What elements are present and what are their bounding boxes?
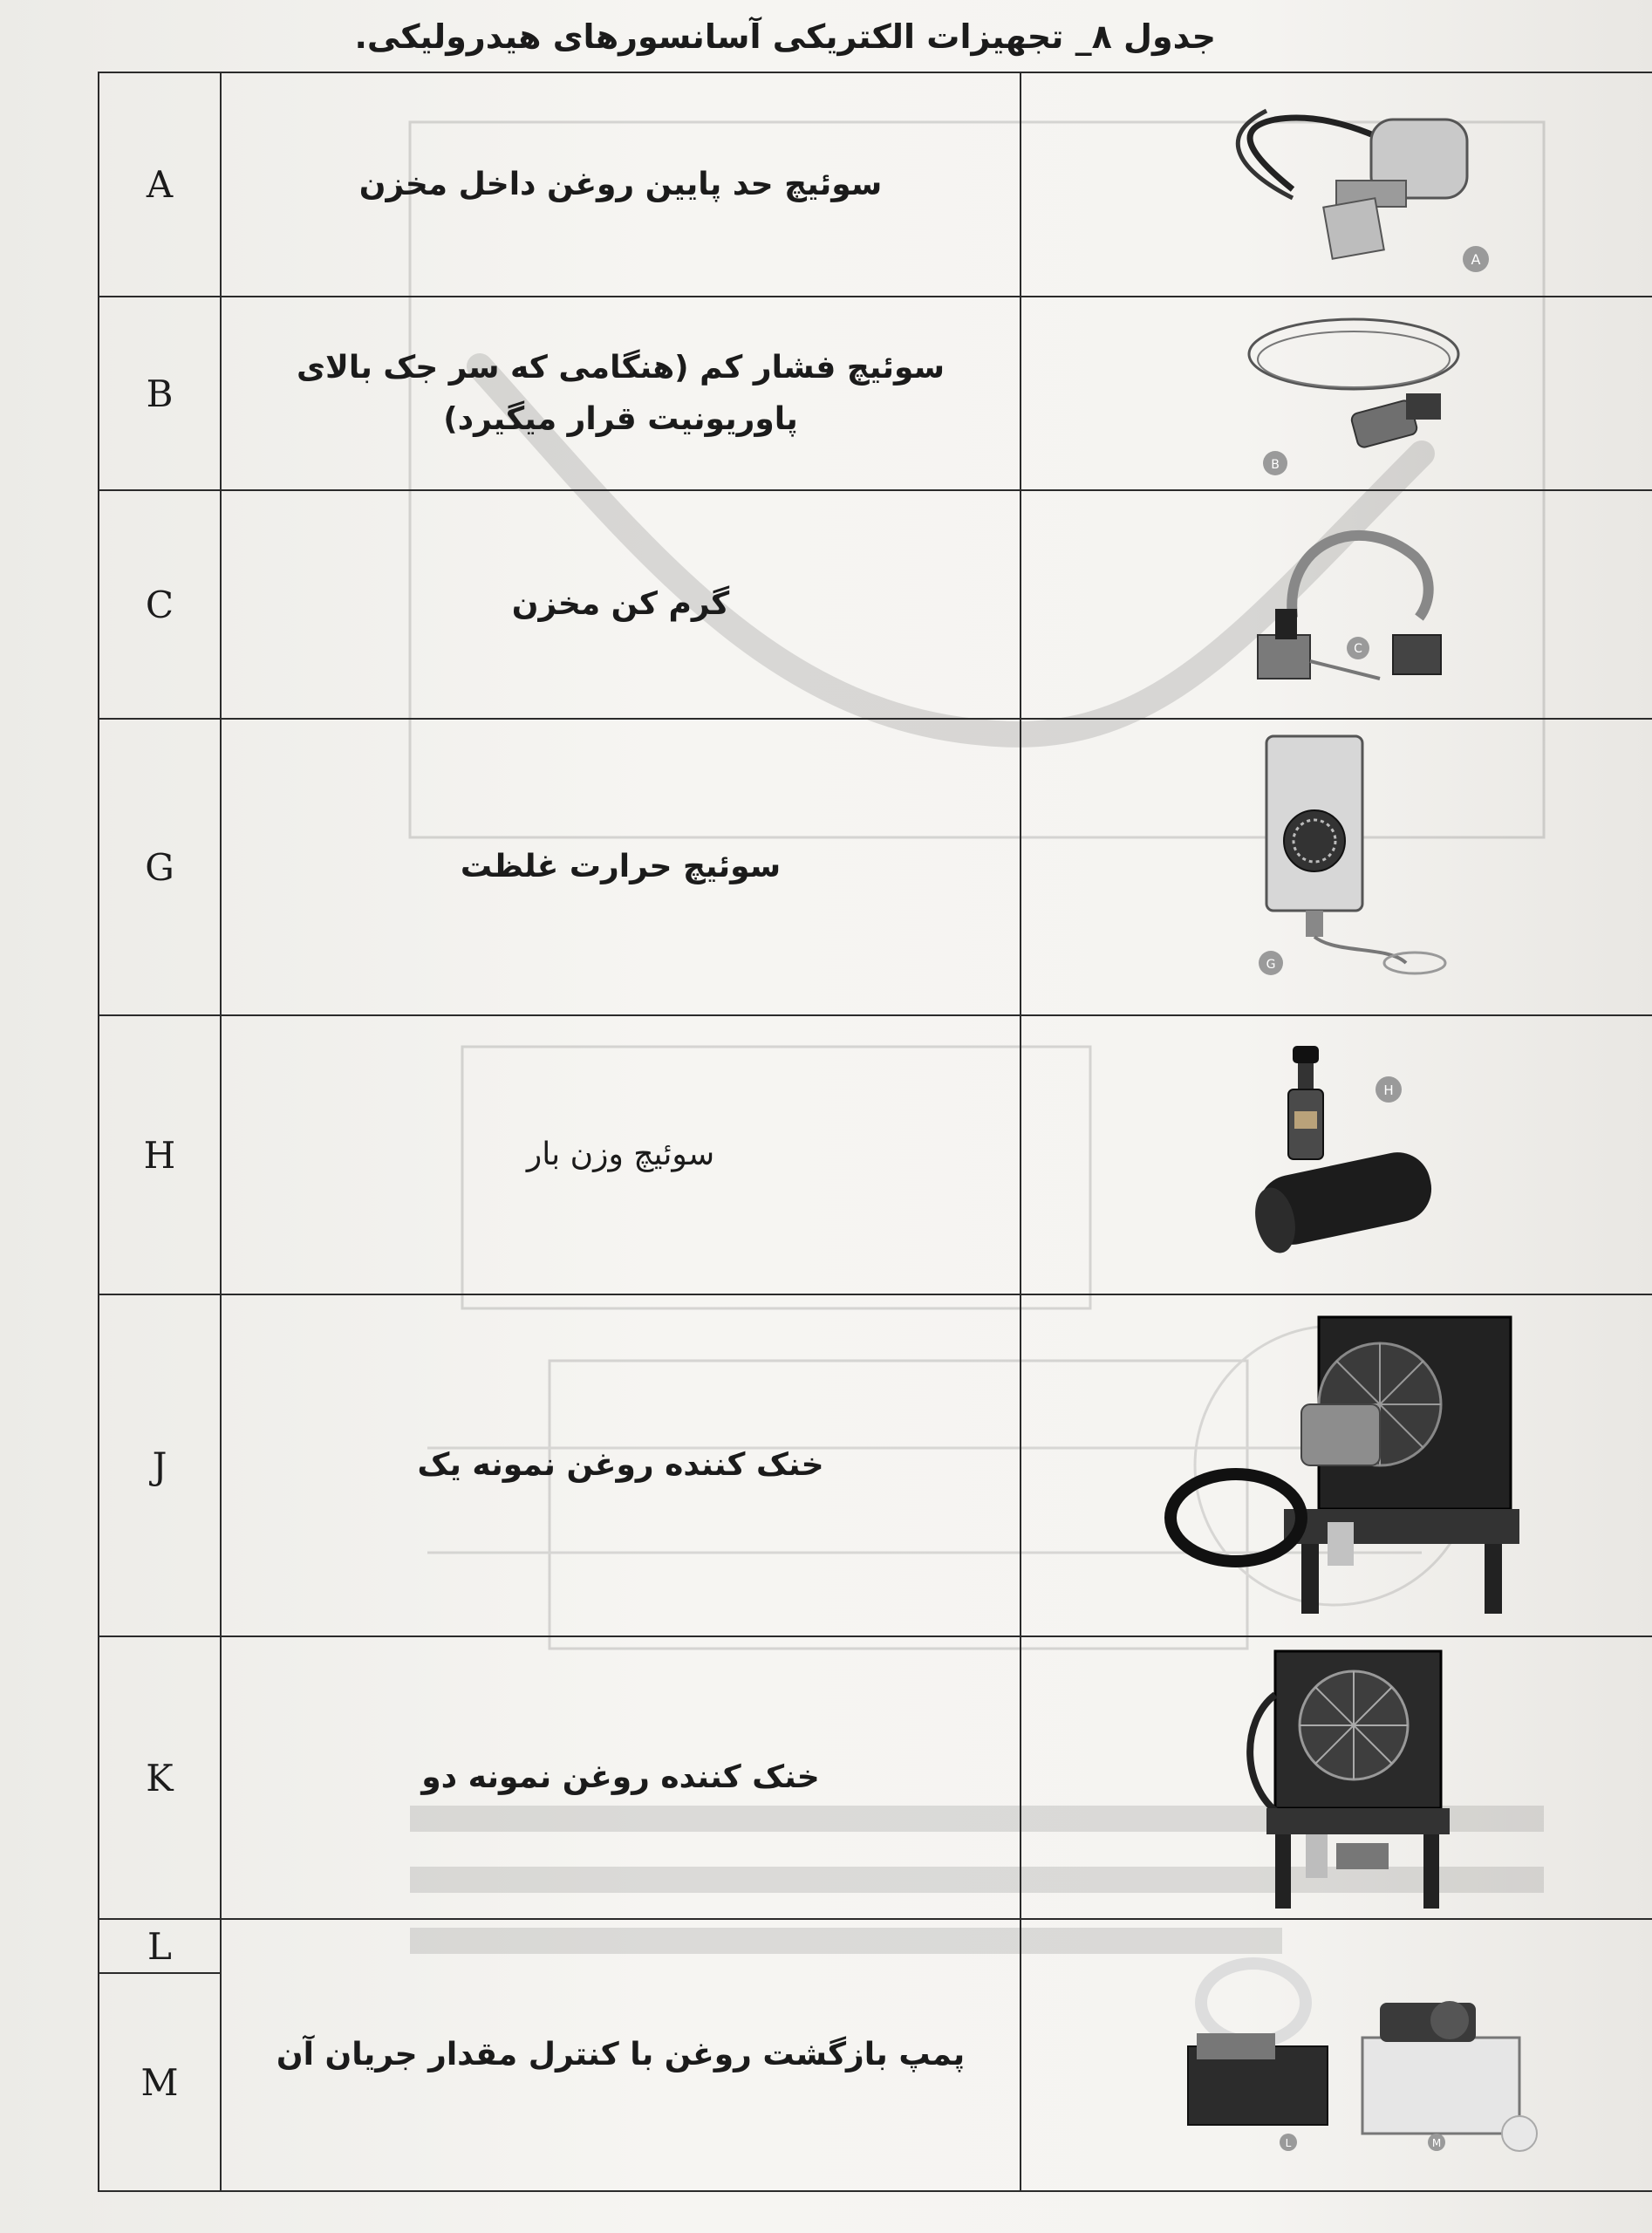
equipment-photo-cell <box>1021 490 1652 719</box>
oil-cooler-type-two-image <box>1223 1642 1485 1913</box>
low-pressure-switch-image <box>1223 302 1485 485</box>
row-code: J <box>99 1294 221 1636</box>
row-code: L <box>99 1919 221 1973</box>
table-row <box>99 490 1652 719</box>
image-label: L <box>1285 2137 1291 2149</box>
table-row <box>99 719 1652 1015</box>
row-description: سوئیچ حد پایین روغن داخل مخزن <box>221 72 1021 297</box>
row-description: سوئیچ حرارت غلظت <box>221 719 1021 1015</box>
table-row <box>99 1636 1652 1919</box>
row-description: سوئیچ فشار کم (هنگامی که سر جک بالای پاوریونیت قرار میگیرد) <box>221 297 1021 490</box>
row-code: G <box>99 719 221 1015</box>
image-label: G <box>1266 958 1275 972</box>
equipment-photo-cell <box>1021 297 1652 490</box>
oil-level-switch-image <box>1197 85 1511 285</box>
table-caption: جدول ۸_ تجهیزات الکتریکی آسانسورهای هیدرولیکی. <box>354 17 1216 56</box>
row-description: پمپ بازگشت روغن با کنترل مقدار جریان آن <box>221 1919 1021 2191</box>
row-code: C <box>99 490 221 719</box>
equipment-table <box>98 72 1652 2192</box>
table-row <box>99 1919 1652 1973</box>
viscosity-thermal-switch-image <box>1232 727 1476 1007</box>
row-description: سوئیچ وزن بار <box>221 1015 1021 1294</box>
row-code: K <box>99 1636 221 1919</box>
image-label: C <box>1353 642 1362 656</box>
row-code: A <box>99 72 221 297</box>
equipment-photo-cell <box>1021 1636 1652 1919</box>
row-description: گرم کن مخزن <box>221 490 1021 719</box>
table-row <box>99 1015 1652 1294</box>
row-description: خنک کننده روغن نمونه یک <box>221 1294 1021 1636</box>
row-description: خنک کننده روغن نمونه دو <box>221 1636 1021 1919</box>
table-row <box>99 72 1652 297</box>
image-label: H <box>1382 1082 1394 1098</box>
row-code: H <box>99 1015 221 1294</box>
oil-cooler-type-one-image <box>1162 1308 1546 1622</box>
equipment-photo-cell <box>1021 1294 1652 1636</box>
tank-heater-image <box>1232 504 1476 705</box>
row-code: M <box>99 1973 221 2191</box>
equipment-photo-cell <box>1021 1919 1652 2191</box>
equipment-photo-cell <box>1021 719 1652 1015</box>
oil-return-pump-image <box>1162 1950 1546 2160</box>
image-label: M <box>1431 2137 1441 2149</box>
load-weighing-switch-image <box>1240 1024 1467 1286</box>
equipment-photo-cell <box>1021 1015 1652 1294</box>
table-row <box>99 297 1652 490</box>
table-row <box>99 1294 1652 1636</box>
image-label: B <box>1270 458 1280 472</box>
row-code: B <box>99 297 221 490</box>
image-label: A <box>1471 250 1480 268</box>
equipment-photo-cell <box>1021 72 1652 297</box>
